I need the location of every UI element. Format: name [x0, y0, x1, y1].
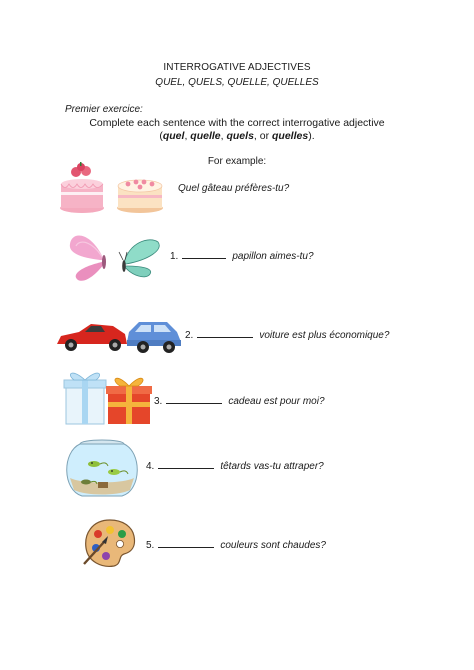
question-3	[154, 394, 325, 407]
exercise-label: Premier exercice:	[65, 104, 143, 115]
separator: ,	[184, 130, 191, 142]
car-icon	[55, 318, 185, 356]
butterfly-icon	[64, 232, 170, 282]
gift-icon	[62, 366, 158, 428]
answer-blank-3[interactable]	[166, 394, 222, 404]
question-number: 3.	[154, 396, 163, 407]
question-number: 4.	[146, 461, 155, 472]
question-text: papillon aimes-tu?	[232, 251, 314, 262]
option-quels: quels	[226, 130, 254, 142]
separator: ,	[220, 130, 227, 142]
separator: , or	[253, 130, 273, 142]
answer-blank-2[interactable]	[197, 328, 253, 338]
question-text: cadeau est pour moi?	[228, 396, 325, 407]
paint-palette-icon	[82, 518, 138, 570]
option-quelles: quelles	[272, 130, 309, 142]
question-number: 5.	[146, 540, 155, 551]
paren-close: ).	[308, 130, 315, 142]
question-number: 2.	[185, 330, 194, 341]
answer-blank-1[interactable]	[182, 249, 226, 259]
question-2	[185, 328, 389, 341]
for-example-label: For example:	[207, 156, 267, 167]
cake-icon	[56, 162, 176, 220]
option-quelle: quelle	[190, 130, 221, 142]
answer-blank-4[interactable]	[158, 459, 214, 469]
question-5	[146, 538, 326, 551]
option-quel: quel	[162, 130, 185, 142]
instruction-line-2	[0, 130, 474, 142]
question-1	[170, 249, 314, 262]
question-text: couleurs sont chaudes?	[220, 540, 326, 551]
worksheet-subtitle: QUEL, QUELS, QUELLE, QUELLES	[155, 77, 319, 88]
answer-blank-5[interactable]	[158, 538, 214, 548]
question-4	[146, 459, 324, 472]
paren-open: (	[159, 130, 163, 142]
instruction-line-1: Complete each sentence with the correct interrogative adjective	[89, 117, 385, 129]
example-sentence: Quel gâteau préfères-tu?	[178, 183, 290, 194]
fishbowl-icon	[62, 438, 142, 500]
question-text: têtards vas-tu attraper?	[220, 461, 324, 472]
question-number: 1.	[170, 251, 179, 262]
question-text: voiture est plus économique?	[259, 330, 390, 341]
worksheet-title: INTERROGATIVE ADJECTIVES	[163, 62, 311, 73]
